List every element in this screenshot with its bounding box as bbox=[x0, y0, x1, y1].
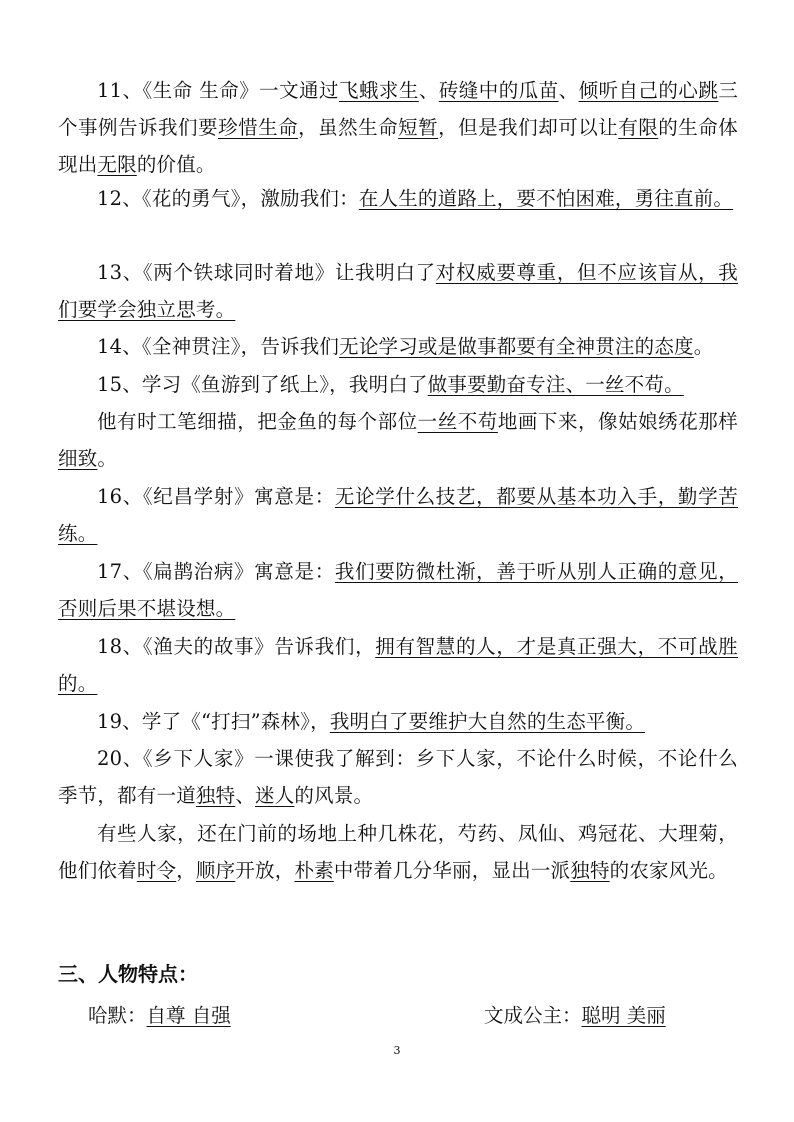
underlined-answer: 独特 bbox=[195, 784, 236, 807]
character-hamo bbox=[88, 1000, 231, 1032]
underlined-answer: 细致 bbox=[58, 447, 98, 470]
text-segment: 16、《纪昌学射》寓意是： bbox=[97, 485, 335, 508]
underlined-answer: 短暂 bbox=[398, 116, 439, 139]
text-segment: 18、《渔夫的故事》告诉我们， bbox=[97, 635, 376, 658]
item-14 bbox=[58, 328, 738, 365]
item-16 bbox=[58, 478, 738, 552]
underlined-answer: 时令 bbox=[136, 859, 177, 882]
underlined-answer: 倾听自己的心跳 bbox=[578, 79, 719, 102]
text-segment: 有些人家，还在门前的场地上种几株花，芍药、凤仙、鸡冠花、大理菊，他们依着 bbox=[58, 822, 738, 882]
text-segment: 17、《扁鹊治病》寓意是： bbox=[97, 560, 335, 583]
underlined-answer: 独特 bbox=[570, 859, 610, 882]
underlined-answer: 做事要勤奋专注、一丝不苟。 bbox=[427, 373, 684, 396]
text-segment: 的生命体现出 bbox=[58, 116, 738, 176]
text-segment: 三个事例告诉我们要 bbox=[58, 79, 739, 139]
underlined-answer: 砖缝中的瓜苗 bbox=[438, 79, 559, 102]
underlined-answer: 拥有智慧的人，才是真正强大，不可战胜的。 bbox=[58, 635, 738, 695]
text-segment: 开放， bbox=[235, 859, 295, 882]
text-segment: 、 bbox=[418, 79, 439, 102]
item-18 bbox=[58, 628, 738, 702]
text-segment: ，虽然生命 bbox=[298, 116, 399, 139]
underlined-answer: 朴素 bbox=[294, 859, 334, 882]
underlined-answer: 有限 bbox=[618, 116, 659, 139]
page-number: 3 bbox=[393, 1044, 401, 1057]
character-wencheng bbox=[484, 1000, 666, 1032]
text-segment: 13、《两个铁球同时着地》让我明白了 bbox=[97, 261, 436, 284]
underlined-answer: 我们要防微杜渐，善于听从别人正确的意见，否则后果不堪设想。 bbox=[58, 560, 738, 620]
underlined-answer: 对权威要尊重，但不应该盲从，我们要学会独立思考。 bbox=[58, 261, 738, 321]
item-12 bbox=[58, 180, 738, 217]
text-segment: 、 bbox=[235, 784, 256, 807]
character-name: 哈默： bbox=[88, 1004, 147, 1027]
text-segment: 他有时工笔细描，把金鱼的每个部位 bbox=[97, 410, 418, 433]
underlined-answer: 在人生的道路上，要不怕困难，勇往直前。 bbox=[358, 187, 734, 210]
underlined-answer: 飞蛾求生 bbox=[338, 79, 419, 102]
item-13 bbox=[58, 254, 738, 328]
item-20 bbox=[58, 740, 738, 814]
text-segment: 11、《生命 生命》一文通过 bbox=[97, 79, 339, 102]
item-19 bbox=[58, 703, 738, 740]
item-20-quote bbox=[58, 815, 738, 889]
text-segment: 地画下来，像姑娘绣花那样 bbox=[497, 410, 738, 433]
text-segment: 、 bbox=[558, 79, 579, 102]
text-segment: 12、《花的勇气》，激励我们： bbox=[97, 187, 359, 210]
text-segment: 中带着几分华丽，显出一派 bbox=[333, 859, 571, 882]
underlined-answer: 珍惜生命 bbox=[218, 116, 299, 139]
text-segment: 。 bbox=[97, 447, 118, 470]
item-11 bbox=[58, 72, 738, 183]
text-segment: 的价值。 bbox=[136, 153, 216, 176]
item-15-quote bbox=[58, 403, 738, 477]
character-name: 文成公主： bbox=[484, 1004, 582, 1027]
text-segment: 。 bbox=[693, 335, 714, 358]
underlined-answer: 无论学什么技艺，都要从基本功入手，勤学苦练。 bbox=[58, 485, 738, 545]
text-segment: 的农家风光。 bbox=[609, 859, 728, 882]
item-15 bbox=[58, 366, 738, 403]
underlined-answer: 无论学习或是做事都要有全神贯注的态度 bbox=[339, 335, 694, 358]
text-segment: 15、学习《鱼游到了纸上》，我明白了 bbox=[97, 373, 428, 396]
item-17 bbox=[58, 553, 738, 627]
underlined-answer: 无限 bbox=[97, 153, 137, 176]
underlined-answer: 一丝不苟 bbox=[417, 410, 498, 433]
section-title-characters: 三、人物特点： bbox=[58, 962, 198, 986]
underlined-answer: 迷人 bbox=[255, 784, 295, 807]
text-segment: ， bbox=[176, 859, 196, 882]
character-traits: 聪明 美丽 bbox=[581, 1004, 666, 1027]
underlined-answer: 顺序 bbox=[195, 859, 236, 882]
text-segment: 14、《全神贯注》，告诉我们 bbox=[97, 335, 340, 358]
text-segment: ，但是我们却可以让 bbox=[438, 116, 619, 139]
text-segment: 19、学了《“打扫”森林》， bbox=[97, 710, 330, 733]
underlined-answer: 我明白了要维护大自然的生态平衡。 bbox=[329, 710, 646, 733]
text-segment: 的风景。 bbox=[294, 784, 374, 807]
character-traits: 自尊 自强 bbox=[146, 1004, 231, 1027]
text-segment: 20、《乡下人家》一课使我了解到：乡下人家，不论什么时候，不论什么季节，都有一道 bbox=[58, 747, 738, 807]
